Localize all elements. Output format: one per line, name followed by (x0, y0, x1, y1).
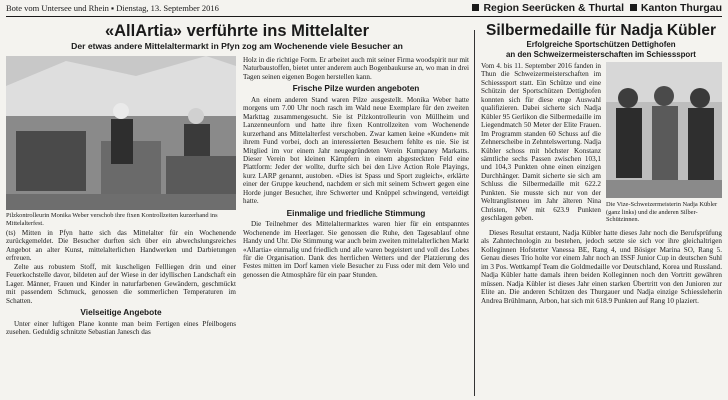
section-heading: Frische Pilze wurden angeboten (292, 83, 420, 94)
left-article-column-2 (243, 56, 469, 279)
market-scene-image (6, 56, 236, 210)
section-heading: Einmalige und friedliche Stimmung (286, 207, 426, 218)
right-photo-caption: Die Vize-Schweizermeisterin Nadja Kübler (ganz links) und die anderen Silber-Schützinnen. (606, 201, 718, 224)
paragraph: (ts) Mitten in Pfyn hatte sich das Mittelalter für ein Wochenende zurückgemeldet. Die Besucher durften sich über ein abwechslungsreiches Angebot an alter Kunst, mittelalterlichen Handwerken und Darbietungen erfreuen. (6, 229, 236, 263)
paragraph: Vom 4. bis 11. September 2016 fanden in Thun die Schweizermeisterschaften im Schiesssport statt. Ein Schütze und eine Schützin der Sportschützen Dettighofen konnten sich für diese enge Auswahl qualifizieren. Dabei sicherte sich Nadja Kübler 95 Gerlikon die Silbermedaille im Liegendmatch 50 Meter der Elite Frauen. Im Programm standen 60 Schuss auf die Zehnerscheibe in Zehntelswertung. Nadja Kübler schoss mit höchster Konstanz sämtliche sechs Passen zwischen 103,1 und 104,3 Punkten ohne einen einzigen Durchhänger. Damit sicherte sie sich am Schluss die Silbermedaille mit 622.2 Punkten. Sie musste sich nur von der Weltranglisteneu im Jahr älteren Nina Christen, NW mit 623.9 Punkten geschlagen geben. (481, 62, 601, 223)
region-label: Region Seerücken & Thurtal (483, 2, 625, 14)
section-label (472, 2, 722, 14)
right-article-subtitle (480, 40, 722, 59)
left-article-column-1 (6, 229, 236, 336)
paragraph: Unter einer luftigen Plane konnte man beim Fertigen eines Pfeilbogens zusehen. Geduldig schnitzte Sebastian Janesch das (6, 319, 236, 336)
paragraph: Holz in die richtige Form. Er arbeitet auch mit seiner Firma woodspirit nur mit Naturbaustoffen, bietet unter anderem auch Bogenbaukurse an, wo man in drei Tagen seinen eigenen Bogen herstellen kann. (243, 56, 469, 81)
right-article-title: Silbermedaille für Nadja Kübler (486, 22, 716, 39)
athletes-image (606, 62, 722, 198)
header-rule (6, 16, 722, 17)
paragraph: An einem anderen Stand waren Pilze ausgestellt. Monika Weber hatte morgens um 7.00 Uhr noch rasch im Wald neue Exemplare für den zweiten Markttag zusammengesucht. Sie ist Pilzkontrolleurin von Müllheim und Lanzenneunforn und hatte ihre fixen Kontrollzeiten vom Wochenende kurzerhand ans Mittelalterfest verschoben. Zwar kamen keine «Kunden» mit ihrem Fund vorbei, doch an interessierten Besuchern fehlte es nie. Sie ist Mitglied im vor einem Jahr neugegründeten Verein Kumpaney Markatts. Dieser Verein bot kleinen Kämpfern in einem abgesteckten Feld eine Plattform: Jeder der wollte, durfte sich bei den Live Action Role Playings, kurz LARP genannt, austoben. «Dies ist Spass und Sport zugleich», erklärte einer der Gruppe keuchend, nachdem er sich mit seinem Schwert gegen eine Horde junger Besucher, ihre Schwerter und Knüppel schwingend, verteidigt hatte. (243, 95, 469, 206)
column-divider (474, 30, 475, 396)
left-photo-caption: Pilzkontrolleurin Monika Weber verschob ihre fixen Kontrollzeiten kurzerhand ins Mittelalterfest. (6, 212, 218, 227)
market-photo (6, 56, 236, 210)
section-heading: Vielseitige Angebote (80, 307, 162, 318)
subtitle-line: an den Schweizermeisterschaften im Schiesssport (506, 49, 696, 59)
right-article-body-top (481, 62, 601, 227)
paper-masthead: Bote vom Untersee und Rhein ▪ Dienstag, 13. September 2016 (6, 3, 219, 13)
right-article-body-bottom (481, 229, 722, 305)
square-bullet-icon (630, 4, 637, 11)
paragraph: Dieses Resultat erstaunt, Nadja Kübler hatte dieses Jahr noch die Berufsprüfung als Zahntechnologin zu bestehen, jedoch setzte sie sich vor ihre gleichaltrigen Kolleginnen Hofstetter Vanessa BE, Rang 4, und Bösiger Marina SO, Rang 5. Genau dieses Trio holte vor einem Jahr noch an ISSF Junior Cup in deutschen Suhl im 3 Pos. Wettkampf Team die Goldmedaille vor Deutschland, Korea und Russland. Nadja Kübler hatte damals ihren beiden Kolleginnen noch den Vortritt gewähren müssen. Nadja Kübler ist dieses Jahr einen starken Übertritt von den Junioren zur Elite an. Die anderen Schützen des Thurgauer und Nadja einzige Schiessleherin Andrea Brühlmann, Arbon, hat sich mit 618.9 Punkten auf Rang 10 plaziert. (481, 229, 722, 305)
subtitle-line: Erfolgreiche Sportschützen Dettighofen (526, 40, 676, 49)
canton-label: Kanton Thurgau (640, 2, 722, 14)
left-article-subtitle: Der etwas andere Mittelaltermarkt in Pfyn zog am Wochenende viele Besucher an (71, 41, 403, 51)
paragraph: Die Teilnehmer des Mittelaltermarktes waren hier für ein entspanntes Wochenende im Heerlager. Sie genossen die Ruhe, den Tagesablauf ohne Handy und Uhr. Die Stimmung war auch beim zweiten mittelalterlichen Markt «Allartia» einmalig und friedlich und alle waren begeistert und voll des Lobes für die Organisation. Dank des herrlichen Wetters und der Platzierung des Festes mitten im Dorf kamen viele Besucher zu Fuss oder mit dem Velo und genossen die Atmosphäre für ein paar Stunden. (243, 220, 469, 279)
paragraph: Zelte aus robustem Stoff, mit kuscheligen Fellliegen drin und einer Feuerkochstelle davor, bildeten auf der Wiese in der idyllischen Landschaft ein Lager. Männer, Frauen und Kinder in naturfarbenen Gewändern, geschmückt mit passendem Schmuck, genossen die sommerlichen Temperaturen im Schatten. (6, 262, 236, 305)
left-article-title: «AllArtia» verführte ins Mittelalter (104, 22, 370, 40)
athletes-photo (606, 62, 722, 198)
square-bullet-icon (472, 4, 479, 11)
